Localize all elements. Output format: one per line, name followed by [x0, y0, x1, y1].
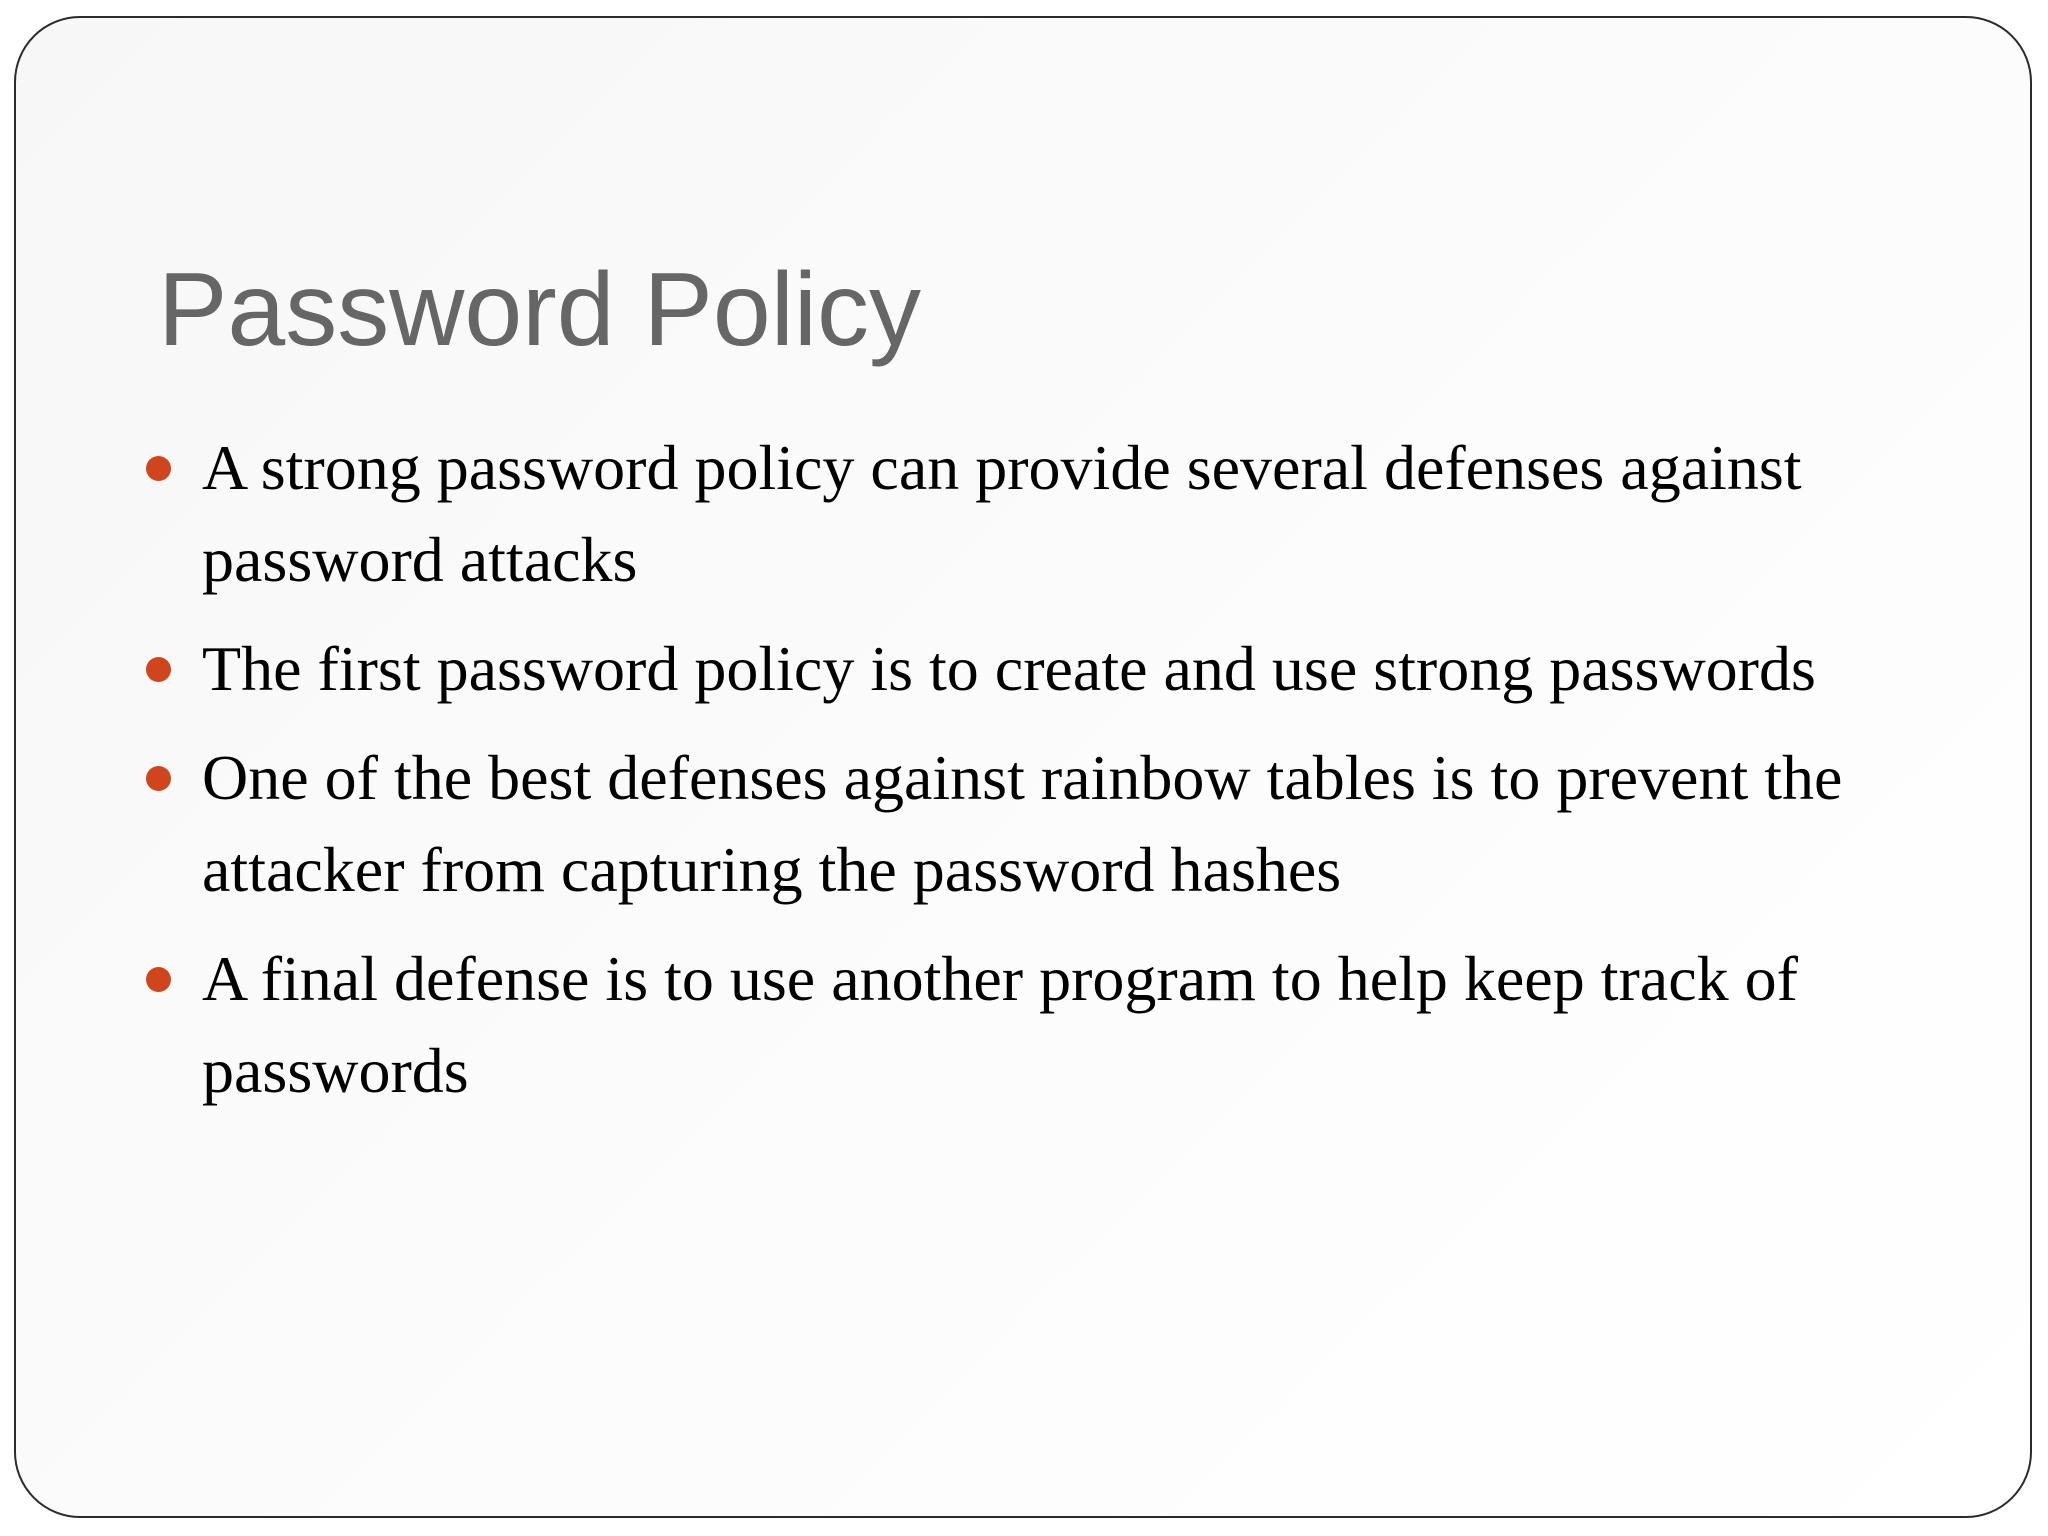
bullet-text: A strong password policy can provide several defenses against password attacks: [202, 432, 1802, 595]
bullet-text: A final defense is to use another program to help keep track of passwords: [202, 943, 1798, 1106]
slide: [14, 16, 2032, 1518]
bullet-item: [202, 422, 1962, 606]
bullet-list: [202, 422, 1962, 1134]
bullet-dot-icon: [146, 967, 171, 992]
slide-title: Password Policy: [158, 252, 921, 368]
bullet-dot-icon: [146, 657, 171, 682]
bullet-text: The first password policy is to create and use strong passwords: [202, 633, 1816, 704]
bullet-item: [202, 732, 1962, 916]
bullet-item: [202, 623, 1962, 715]
bullet-dot-icon: [146, 456, 171, 481]
bullet-dot-icon: [146, 766, 171, 791]
bullet-item: [202, 933, 1962, 1117]
bullet-text: One of the best defenses against rainbow tables is to prevent the attacker from capturing the password hashes: [202, 742, 1843, 905]
